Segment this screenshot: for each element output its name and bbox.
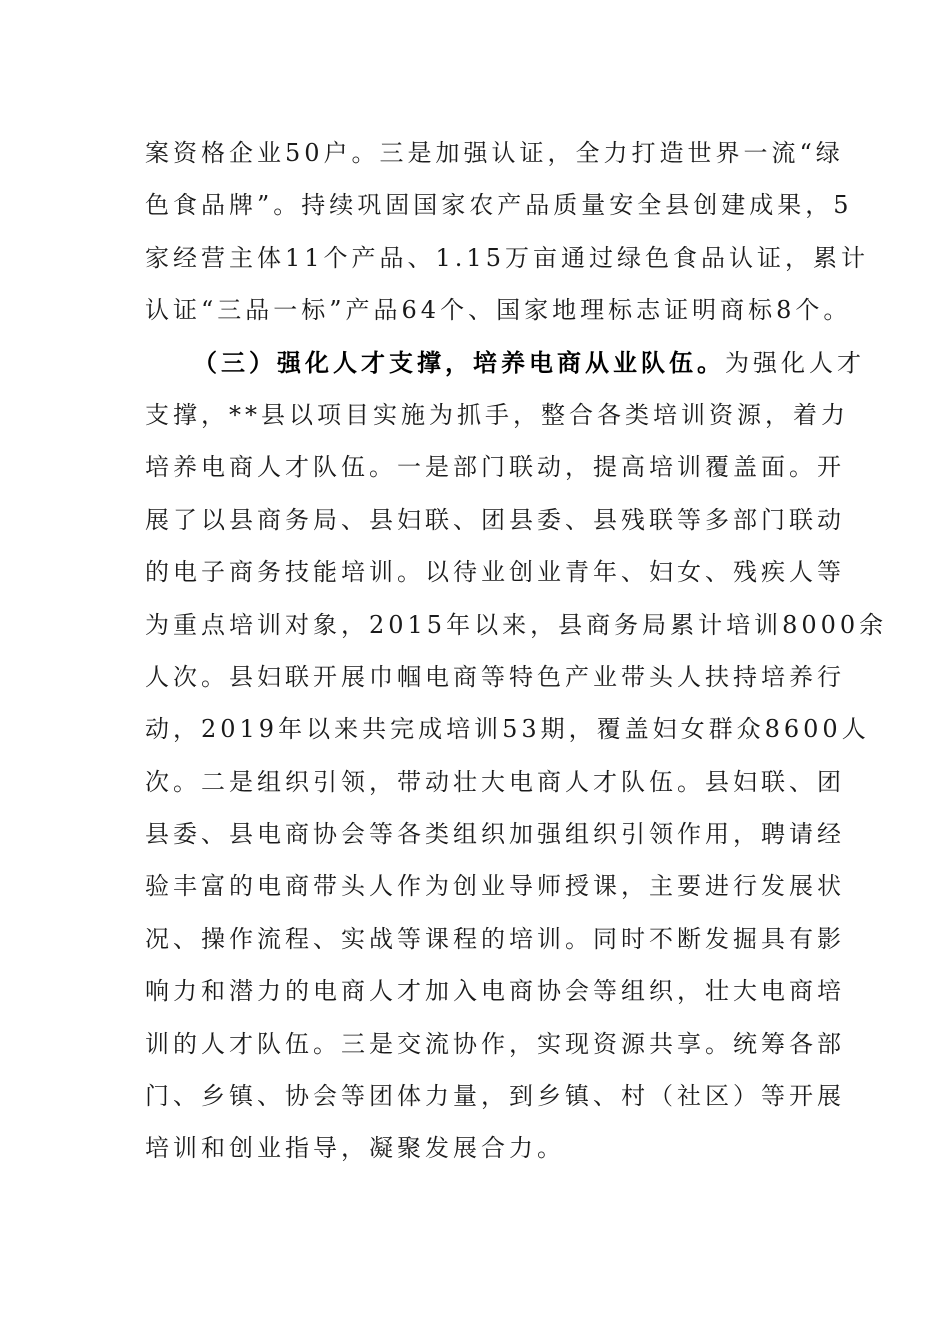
text-line: 门、乡镇、协会等团体力量，到乡镇、村（社区）等开展: [145, 1082, 845, 1111]
text-line: 培养电商人才队伍。一是部门联动，提高培训覆盖面。开: [145, 453, 845, 482]
text-line: 展了以县商务局、县妇联、团县委、县残联等多部门联动: [145, 505, 845, 534]
text-line: 响力和潜力的电商人才加入电商协会等组织，壮大电商培: [145, 977, 845, 1006]
text-line: 动，2019年以来共完成培训53期，覆盖妇女群众8600人: [145, 715, 870, 744]
text-line: 为重点培训对象，2015年以来，县商务局累计培训8000余: [145, 610, 888, 639]
text-line: 家经营主体11个产品、1.15万亩通过绿色食品认证，累计: [145, 243, 869, 272]
text-line-first: [145, 337, 865, 389]
text-line: 色食品牌”。持续巩固国家农产品质量安全县创建成果，5: [145, 191, 853, 220]
heading-line-rest: 为强化人才: [725, 348, 865, 377]
section-heading: （三）强化人才支撑，培养电商从业队伍。: [193, 347, 725, 377]
text-line: 支撑，**县以项目实施为抓手，整合各类培训资源，着力: [145, 400, 849, 429]
document-body: [145, 127, 888, 1175]
text-line: 况、操作流程、实战等课程的培训。同时不断发掘具有影: [145, 924, 845, 953]
text-line-last: 培训和创业指导，凝聚发展合力。: [145, 1134, 565, 1163]
text-line: 验丰富的电商带头人作为创业导师授课，主要进行发展状: [145, 872, 845, 901]
text-line: 案资格企业50户。三是加强认证，全力打造世界一流“绿: [145, 139, 844, 167]
text-line: 人次。县妇联开展巾帼电商等特色产业带头人扶持培养行: [145, 662, 845, 691]
paragraph-talent-support: [145, 337, 888, 1175]
text-line: 训的人才队伍。三是交流协作，实现资源共享。统筹各部: [145, 1029, 845, 1058]
text-line: 县委、县电商协会等各类组织加强组织引领作用，聘请经: [145, 820, 845, 849]
paragraph-certification: [145, 127, 869, 337]
text-line: 的电子商务技能培训。以待业创业青年、妇女、残疾人等: [145, 558, 845, 587]
text-line: 认证“三品一标”产品64个、国家地理标志证明商标8个。: [145, 296, 852, 325]
text-line: 次。二是组织引领，带动壮大电商人才队伍。县妇联、团: [145, 767, 845, 796]
